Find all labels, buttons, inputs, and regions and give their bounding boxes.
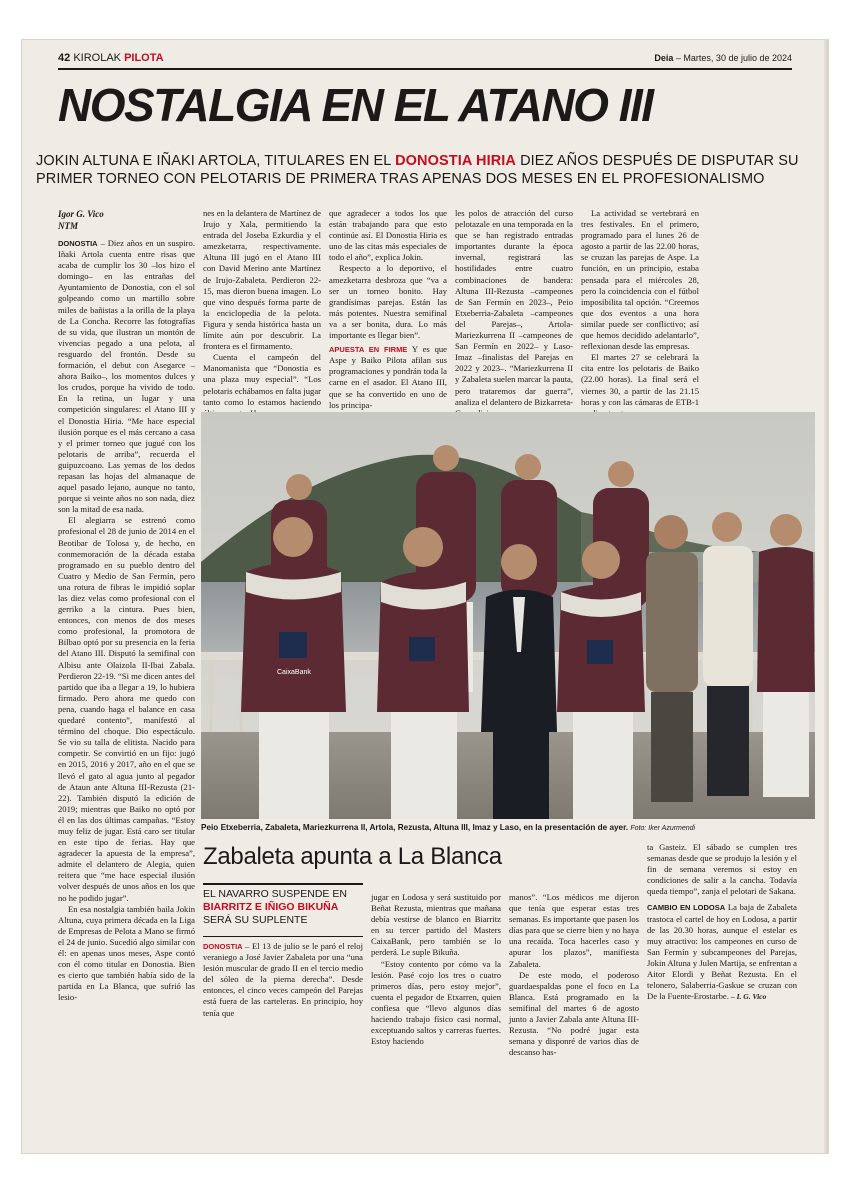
paragraph: que agradecer a todos los que están trabajando para que esto continúe así. El Donostia Hiria es uno de las citas más especiales de todo el año”, explica Jokin.	[329, 208, 447, 263]
deck-highlight: DONOSTIA HIRIA	[395, 153, 516, 169]
sidebar-column-2	[371, 892, 501, 1047]
paragraph: Cuenta el campeón del Manomanista que “Donostia es una plaza muy especial”. “Los pelotaris echábamos en falta jugar tanto como lo estamos haciendo	[203, 352, 321, 407]
paragraph: jugar en Lodosa y será sustituido por Beñat Rezusta, mientras que mañana debía vestirse de blanco en Biarritz en su tercer partido del Masters CaixaBank, pero también se lo perderá. Le suple Bikuña.	[371, 892, 501, 958]
photo-credit: Foto: Iker Azurmendi	[630, 825, 696, 832]
paragraph: ta Gasteiz. El sábado se cumplen tres semanas desde que se produjo la lesión y el fin de semana veremos si estoy en condiciones de salir a la cancha. Todavía queda tiempo”, zanja el pelotari de Sakana.	[647, 842, 797, 897]
subsection-name: PILOTA	[124, 52, 164, 64]
page-number-section	[58, 52, 164, 64]
page-edge	[824, 40, 828, 1153]
subhead-lead: APUESTA EN FIRME	[329, 345, 408, 355]
paragraph: El alegiarra se estrenó como profesional el 28 de junio de 2014 en el Beotibar de Tolosa y, de hecho, en conmemoración de la década estaba programado en su pueblo dentro del Cuatro y Medio de San Fermín, pero una rotura de fibras le impidió soplar las diez velas como profesional con el gerriko a la cintura. Pues bien, entonces, con menos de dos meses como profesional, la promotora de Bilbao optó por su presencia en la feria del Atano III. Disputó la semifinal con Albisu ante Olaizola II-Ibai Zabala. Perdieron 22-19. “Si me dicen antes del partido que iba a llegar a 19, lo hubiera firmado. Pero ahora me quedo con pena, cuando haga el balance en casa quedaré contento”, manifestó al término del choque. Dio espectáculo. Se vio su talla de elitista. Nacido para competir. Se convirtió en un fijo: jugó en 2015, 2016 y 2017, año en el que se llevó el gato al agua junto al pegador de Ataun ante Altuna III-Rezusta (21-22). También disputó la edición de 2019; mientras que Baiko no optó por él en las dos últimas campañas. “Estoy muy feliz de jugar. Está caro ser titular en este tipo de ferias. Hay que agradecer la apuesta de la empresa”, admite el delantero de Alegia, quien reitera que “me hace especial ilusión volver después de unos años en los que no he podido jugar”.	[58, 515, 195, 903]
sidebar-deck	[203, 888, 363, 927]
deck-text: JOKIN ALTUNA E IÑAKI ARTOLA, TITULARES EN EL	[36, 153, 396, 169]
paragraph-text: – El 13 de julio se le paró el reloj veraniego a José Javier Zabaleta por una “una lesión muscular de grado II en el tercio medio del sóleo de la pierna derecha”. Desde entonces, el cinco veces campeón del Parejas está fuera de las carteleras. En principio, hoy tenía que	[203, 941, 363, 1018]
header-rule	[58, 68, 792, 70]
team-photo	[201, 412, 815, 819]
date-text: – Martes, 30 de julio de 2024	[675, 53, 792, 63]
deck-rule-top	[203, 883, 363, 885]
sidebar-column-4	[647, 842, 797, 1002]
article-deck	[36, 152, 816, 188]
deck-highlight: BIARRITZ E IÑIGO BIKUÑA	[203, 901, 339, 913]
paragraph: La actividad se vertebrará en tres festivales. En el primero, programado para el lunes 26 de agosto a partir de las 22.00 horas, se cruzan las parejas de Aspe. La función, en un principio, estaba pensada para el miércoles 28, pero la coincidencia con el fútbol imposibilita tal opción. “Creemos que dos eventos a una hora similar puede ser conflictivo; así que hemos decidido adelantarlo”, reflexionan desde las empresas.	[581, 208, 699, 352]
byline-author: Igor G. Vico	[58, 209, 104, 219]
shirt-sponsor-label: CaixaBank	[277, 669, 311, 676]
newspaper-page	[22, 40, 828, 1153]
paragraph: De este modo, el poderoso guardaespaldas pone el foco en La Blanca. Está programado en la semifinal del martes 6 de agosto junto a Javier Zabala ante Altuna III-Rezusta. “No podré jugar esta semana y disponré de varios días de descanso has-	[509, 969, 639, 1058]
sidebar-column-1	[203, 941, 363, 1019]
deck-text: EL NAVARRO SUSPENDE EN	[203, 888, 347, 900]
deck-text-end: SERÁ SU SUPLENTE	[203, 914, 308, 926]
headline: NOSTALGIA EN EL ATANO III	[58, 79, 653, 131]
caption-text: Peio Etxeberria, Zabaleta, Mariezkurrena II, Artola, Rezusta, Altuna III, Imaz y Laso, en la presentación de ayer.	[201, 823, 629, 832]
page-number: 42	[58, 52, 71, 64]
article-column-2	[203, 208, 321, 419]
dateline: DONOSTIA	[203, 942, 243, 951]
article-column-1	[58, 208, 195, 1003]
publication-date	[654, 53, 792, 63]
paragraph	[581, 352, 699, 419]
paragraph: En esa nostalgia también baila Jokin Altuna, cuya primera década en la Liga de Empresas de Pelota a Mano se firmó el 24 de junio. Sucedió algo similar con él: en apenas unos meses, Aspe contó con él como titular en Donostia. Bien es cierto que también había sido de la partida en La Blanca, que sufrió las lesio-	[58, 903, 195, 1003]
author-signature: – I. G. Vico	[731, 992, 767, 1002]
subhead-lead: CAMBIO EN LODOSA	[647, 903, 726, 913]
paragraph: nes en la delantera de Martínez de Irujo y Xala, permitiendo la entrada del Joseba Ezkurdia y el amezketarra, respectivamente. Altuna III jugó en el Atano III con David Merino ante Martínez de Irujo-Zabaleta. Perdieron 22-15, mas dieron buena imagen. Lo que vino después forma parte de la enciclopedia de la pelota. Figura y senda histórica hasta un límite aún por descubrir. La frontera es el firmamento.	[203, 208, 321, 352]
deck-rule-bottom	[203, 936, 363, 937]
section-name: KIROLAK	[73, 52, 121, 64]
paragraph: “Estoy contento por cómo va la lesión. Pasé cojo los tres o cuatro primeros días, pero estoy mejor”, cuenta el pegador de Etxarren, quien confiesa que “llevo algunos días haciendo trabajo físico casi normal, exceptuando saltos y carreras fuertes. Estoy haciendo	[371, 958, 501, 1047]
sidebar-headline: Zabaleta apunta a La Blanca	[203, 843, 502, 870]
paragraph	[647, 902, 797, 1002]
deck-text-end: DIEZ AÑOS DESPUÉS DE DISPUTAR SU PRIMER TORNEO CON PELOTARIS DE PRIMERA TRAS APENAS DOS MESES EN EL PROFESIONALISMO	[36, 153, 799, 187]
paragraph: Respecto a lo deportivo, el amezketarra desbroza que “va a ser un torneo bonito. Hay grandísimas parejas. Están las más potentes. Nuestra semifinal va a ser bonita, dura. Lo más importante es llegar bien”.	[329, 263, 447, 341]
article-column-3	[329, 208, 447, 411]
dateline: DONOSTIA	[58, 239, 98, 248]
paragraph: les polos de atracción del curso pelotazale en una temporada en la que se han registrado entradas importantes durante la época invernal, registrará las hostilidades entre cuatro combinaciones de bandera: Altuna III-Rezusta –campeones de San Fermín en 2023–, Peio Etxeberria-Zabaleta –campeones del Parejas–, Artola-Mariezkurrena II –campeones de San Fermín en 2022– y Laso-Imaz –finalistas del Parejas en 2022 y 2023–. “Mariezkurrena II y Zabaleta suelen marcar la pauta, pero trataremos dar guerra”, analiza el delantero de Bizkarreta-	[455, 208, 573, 407]
page-header	[58, 52, 792, 68]
sidebar-column-3	[509, 892, 639, 1058]
photo-caption	[201, 822, 815, 834]
byline-agency: NTM	[58, 221, 78, 231]
publication-name: Deia	[654, 53, 674, 63]
photo-illustration	[201, 412, 815, 819]
paragraph-text: Y es que Aspe y Baiko Pilota afilan sus programaciones y pondrán toda la carne en el asador. El Atano III, que se ha convertido en uno de los principa-	[329, 344, 447, 410]
article-column-4	[455, 208, 573, 419]
article-column-5	[581, 208, 699, 419]
paragraph	[58, 238, 195, 515]
paragraph	[329, 344, 447, 411]
paragraph-text: El martes 27 se celebrará la cita entre los pelotaris de Baiko (22.00 horas). La final será el viernes 30, a partir de las 21.15 horas y con las cámaras de ETB-1	[581, 352, 699, 407]
paragraph-text: La baja de Zabaleta trastoca el cartel de hoy en Lodosa, a partir de las 20.30 horas, aunque el estelar es muy atractivo: los campeones en curso de San Fermín y subcampeones del Parejas, Jokin Altuna y Julen Martija, se enfrentan a Aitor Elordi y Beñat Rezusta. En el telonero, Salaberria-Gaskue se cruzan con De la Fuente-Erostarbe.	[647, 902, 797, 1002]
paragraph	[203, 941, 363, 1019]
paragraph: manos”. “Los médicos me dijeron que tenía que esperar estas tres semanas. Es importante que pasen los días para que se cierre bien y no haya una recaída. Toca hacerles caso y apurar los plazos”, manifiesta Zabaleta.	[509, 892, 639, 969]
paragraph-text: – Diez años en un suspiro. Iñaki Artola cuenta entre risas que acaba de cumplir los 30 –los hizo el domingo– en las entrañas del Ayuntamiento de Donostia, con el sol golpeando como un martillo sobre miles de bañistas a la orilla de la playa de La Concha. Recorre las fotografías de su vida, que ilustran un montón de vivencias pegado a una pelota, al resguardo del frontón. Desde su formación, el debut con Asegarce –ahora Baiko–, los momentos dulces y los crudos, porque ha vivido de todo. En la retina, un lugar y una competición singulares: el Atano III y el Donostia Hiria. “Me hace especial ilusión porque es el más cercano a casa y el primer torneo que jugué con los pelotaris de arriba”, recuerda el guipuzcoano. Las yemas de los dedos repasan las hojas del almanaque de aquel pasado lejano, aunque no tanto, porque si veinte años no son nada, diez son la mitad de esa nada.	[58, 238, 195, 515]
